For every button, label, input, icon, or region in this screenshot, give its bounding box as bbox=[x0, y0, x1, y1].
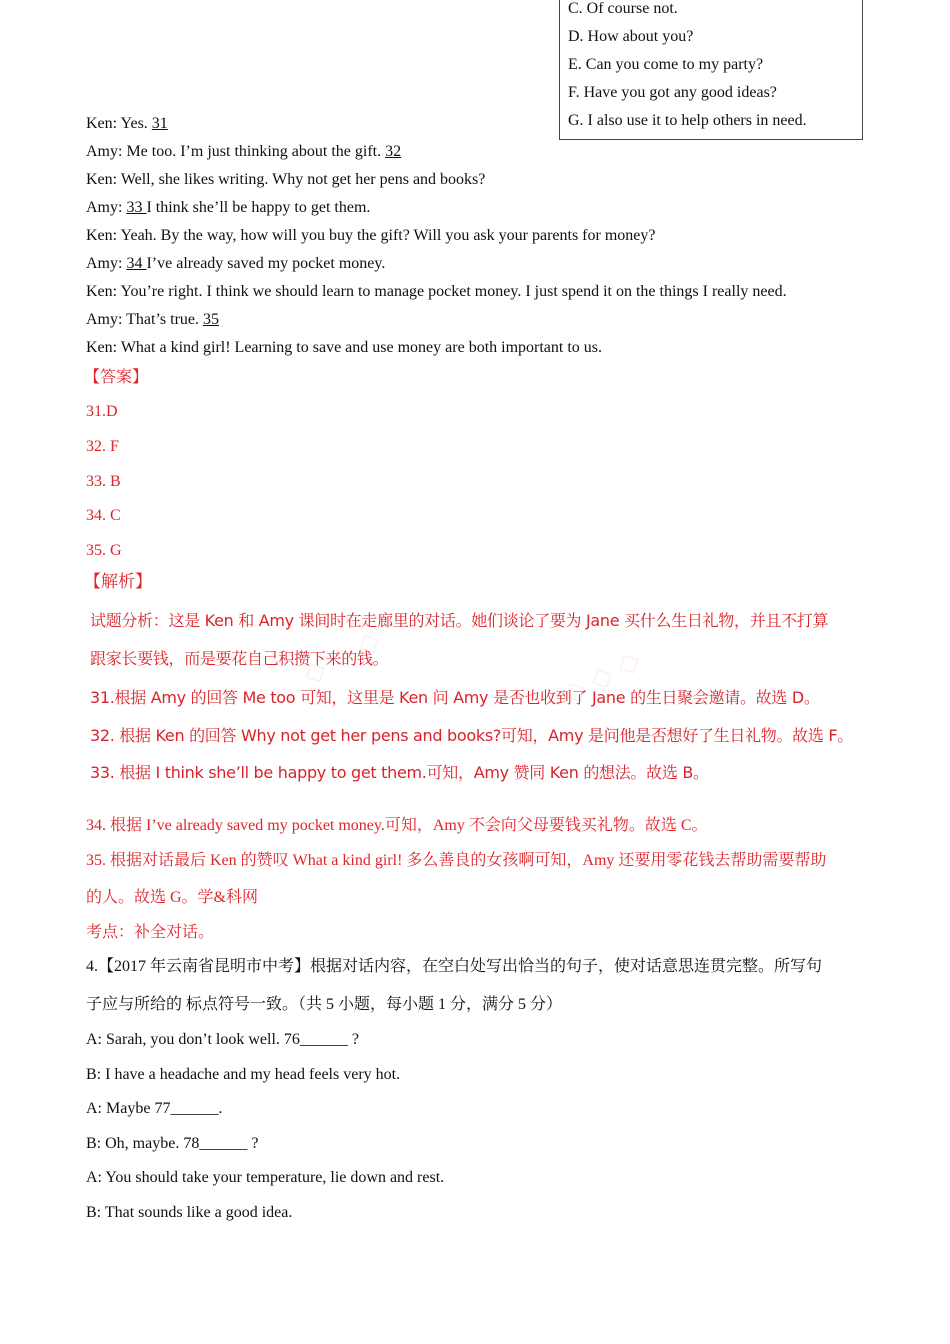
analysis-line: 试题分析：这是 Ken 和 Amy 课间时在走廊里的对话。她们谈论了要为 Jane 买什么生日礼物，并且不打算 bbox=[90, 611, 829, 630]
dialogue-line bbox=[86, 254, 385, 274]
analysis-line: 32. 根据 Ken 的回答 Why not get her pens and books?可知，Amy 是问他是否想好了生日礼物。故选 F。 bbox=[90, 726, 853, 745]
blank: 77______. bbox=[154, 1100, 223, 1117]
line-text: Amy: Me too. I’m just thinking about the gift. bbox=[86, 143, 386, 160]
dialogue-line bbox=[86, 198, 370, 218]
analysis-line: 跟家长要钱，而是要花自己积攒下来的钱。 bbox=[90, 649, 389, 668]
line-text: ? bbox=[347, 1031, 360, 1048]
line-text: Ken: Yes. bbox=[86, 115, 152, 132]
line-text: A: Maybe bbox=[86, 1100, 155, 1117]
dialogue-line bbox=[86, 142, 401, 162]
dialogue-line bbox=[86, 1099, 222, 1119]
blank: 35 bbox=[203, 311, 220, 328]
watermark: ◇ ◇ ◇ bbox=[557, 642, 646, 711]
answer-header: 【答案】 bbox=[84, 369, 149, 386]
watermark: ◇ ◇ ◇ bbox=[297, 622, 386, 691]
dialogue-line bbox=[86, 282, 787, 302]
blank: 31 bbox=[151, 115, 168, 132]
option-f: F. Have you got any good ideas? bbox=[568, 84, 777, 101]
dialogue-line bbox=[86, 1203, 292, 1223]
question-heading: 子应与所给的 标点符号一致。（共 5 小题，每小题 1 分，满分 5 分） bbox=[86, 996, 563, 1013]
line-text: ? bbox=[247, 1135, 259, 1152]
dialogue-line bbox=[86, 1030, 359, 1050]
answer-item: 32. F bbox=[86, 438, 119, 455]
option-g: G. I also use it to help others in need. bbox=[568, 112, 807, 129]
option-e: E. Can you come to my party? bbox=[568, 56, 764, 73]
answer-item: 33. B bbox=[86, 473, 121, 490]
answer-item: 31.D bbox=[86, 403, 118, 420]
dialogue-line bbox=[86, 1134, 258, 1154]
dialogue-line bbox=[86, 114, 168, 134]
answer-item: 34. C bbox=[86, 507, 121, 524]
blank: 78______ bbox=[183, 1135, 248, 1152]
dialogue-line bbox=[86, 1168, 444, 1188]
dialogue-line bbox=[86, 226, 655, 246]
line-text: Amy: That’s true. bbox=[86, 311, 204, 328]
line-text: B: Oh, maybe. bbox=[86, 1135, 184, 1152]
analysis-footer: 考点：补全对话。 bbox=[86, 924, 215, 941]
blank: 34 bbox=[126, 255, 147, 272]
options-box bbox=[559, 0, 863, 140]
question-heading: 4.【2017 年云南省昆明市中考】根据对话内容，在空白处写出恰当的句子，使对话意思连贯完整。所写句 bbox=[86, 958, 823, 975]
line-text: I’ve already saved my pocket money. bbox=[146, 255, 386, 272]
line-text: Amy: bbox=[86, 199, 127, 216]
dialogue-line bbox=[86, 170, 485, 190]
line-text: Ken: You’re right. I think we should learn to manage pocket money. I just spend it on the things I really need. bbox=[86, 283, 787, 300]
option-d: D. How about you? bbox=[568, 28, 694, 45]
line-text: I think she’ll be happy to get them. bbox=[146, 199, 371, 216]
analysis-line: 33. 根据 I think she’ll be happy to get them.可知，Amy 赞同 Ken 的想法。故选 B。 bbox=[90, 763, 709, 782]
line-text: Amy: bbox=[86, 255, 127, 272]
blank: 32 bbox=[385, 143, 402, 160]
line-text: Ken: Yeah. By the way, how will you buy the gift? Will you ask your parents for money? bbox=[86, 227, 656, 244]
analysis-line: 的人。故选 G。学&科网 bbox=[86, 889, 259, 906]
analysis-header: 【解析】 bbox=[84, 572, 152, 591]
analysis-line: 35. 根据对话最后 Ken 的赞叹 What a kind girl! 多么善良的女孩啊可知，Amy 还要用零花钱去帮助需要帮助 bbox=[86, 852, 827, 869]
line-text: B: I have a headache and my head feels very hot. bbox=[86, 1066, 401, 1083]
answer-item: 35. G bbox=[86, 542, 122, 559]
line-text: B: That sounds like a good idea. bbox=[86, 1204, 293, 1221]
line-text: Ken: Well, she likes writing. Why not get her pens and books? bbox=[86, 171, 486, 188]
blank: 76______ bbox=[283, 1031, 348, 1048]
option-c: C. Of course not. bbox=[568, 0, 678, 17]
blank: 33 bbox=[126, 199, 147, 216]
line-text: A: You should take your temperature, lie down and rest. bbox=[86, 1169, 445, 1186]
dialogue-line bbox=[86, 310, 219, 330]
line-text: A: Sarah, you don’t look well. bbox=[86, 1031, 284, 1048]
line-text: Ken: What a kind girl! Learning to save and use money are both important to us. bbox=[86, 339, 603, 356]
analysis-line: 34. 根据 I’ve already saved my pocket money.可知，Amy 不会向父母要钱买礼物。故选 C。 bbox=[86, 817, 708, 834]
dialogue-line bbox=[86, 1065, 400, 1085]
analysis-line: 31.根据 Amy 的回答 Me too 可知，这里是 Ken 问 Amy 是否也收到了 Jane 的生日聚会邀请。故选 D。 bbox=[90, 688, 820, 707]
dialogue-line bbox=[86, 338, 602, 358]
